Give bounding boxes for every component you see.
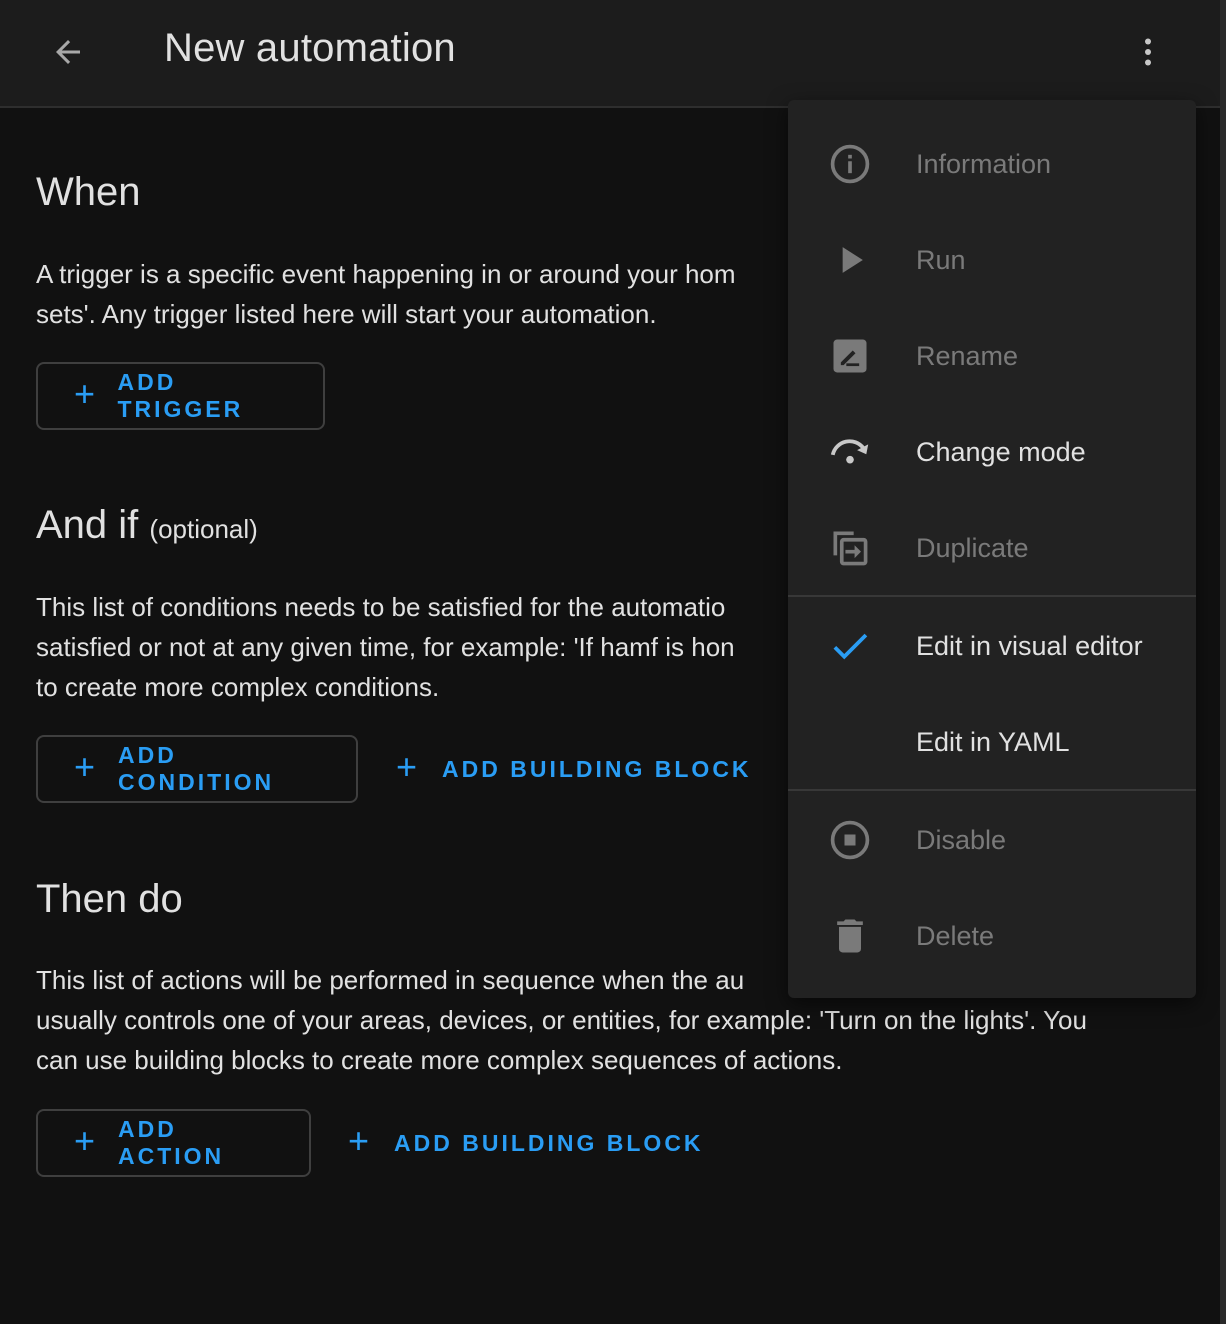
menu-item-label: Delete (916, 921, 995, 951)
menu-item-label: Edit in YAML (916, 727, 1070, 757)
plus-icon: + (396, 746, 418, 787)
then-do-section-title: Then do (36, 877, 183, 921)
menu-item-information[interactable] (788, 116, 1196, 212)
add-condition-label: ADD CONDITION (118, 742, 275, 795)
stop-circle-outline-icon (826, 816, 874, 864)
top-app-bar (0, 0, 1220, 108)
menu-item-edit-yaml[interactable] (788, 694, 1196, 790)
window-edge (1220, 0, 1226, 1324)
menu-item-edit-visual[interactable] (788, 598, 1196, 694)
menu-item-rename[interactable] (788, 308, 1196, 404)
menu-divider (788, 595, 1196, 597)
menu-item-label: Information (916, 149, 1052, 179)
add-action-building-block-button[interactable] (348, 1109, 704, 1177)
and-if-section-title (36, 503, 258, 548)
menu-divider (788, 789, 1196, 791)
debug-step-over-icon (826, 428, 874, 476)
plus-icon: + (74, 373, 96, 414)
menu-item-change-mode[interactable] (788, 404, 1196, 500)
overflow-menu (788, 100, 1196, 998)
plus-icon: + (74, 746, 96, 787)
delete-icon (826, 912, 874, 960)
plus-icon: + (74, 1120, 96, 1161)
add-trigger-label: ADD TRIGGER (117, 369, 244, 422)
dots-vertical-icon (1130, 34, 1166, 70)
and-if-description: This list of conditions needs to be satisfied for the automatio satisfied or not at any given time, for example: 'If hamf is hon to create more complex conditions. (36, 592, 735, 702)
play-icon (826, 236, 874, 284)
menu-item-label: Run (916, 245, 966, 275)
add-action-button[interactable] (36, 1109, 311, 1177)
add-condition-button[interactable] (36, 735, 358, 803)
menu-item-label: Change mode (916, 437, 1086, 467)
menu-item-run[interactable] (788, 212, 1196, 308)
plus-icon: + (348, 1120, 370, 1161)
menu-item-label: Duplicate (916, 533, 1029, 563)
add-building-block-label: ADD BUILDING BLOCK (442, 755, 752, 782)
menu-item-label: Rename (916, 341, 1019, 371)
content-duplicate-icon (826, 524, 874, 572)
add-condition-building-block-button[interactable] (396, 735, 752, 803)
add-action-label: ADD ACTION (117, 1116, 225, 1169)
menu-item-disable[interactable] (788, 792, 1196, 888)
information-outline-icon (826, 140, 874, 188)
when-description: A trigger is a specific event happening in or around your hom sets'. Any trigger listed here will start your automation. (36, 259, 736, 329)
rename-box-icon (826, 332, 874, 380)
add-building-block-label: ADD BUILDING BLOCK (394, 1129, 704, 1156)
more-options-button[interactable] (1118, 22, 1178, 82)
check-icon (826, 622, 874, 670)
menu-item-label: Edit in visual editor (916, 631, 1143, 661)
when-section-title: When (36, 170, 141, 214)
menu-item-delete[interactable] (788, 888, 1196, 984)
optional-label: (optional) (149, 514, 258, 544)
menu-item-duplicate[interactable] (788, 500, 1196, 596)
and-if-title-text: And if (36, 503, 139, 547)
then-do-description: This list of actions will be performed in sequence when the au usually controls one of your areas, devices, or entities, for example: 'Turn on the lights'. You can use building blocks to create more complex sequences of actions. (36, 965, 1087, 1075)
arrow-left-icon (50, 34, 86, 70)
back-button[interactable] (38, 22, 98, 82)
menu-item-label: Disable (916, 825, 1007, 855)
add-trigger-button[interactable] (36, 362, 325, 430)
page-title: New automation (164, 26, 456, 70)
